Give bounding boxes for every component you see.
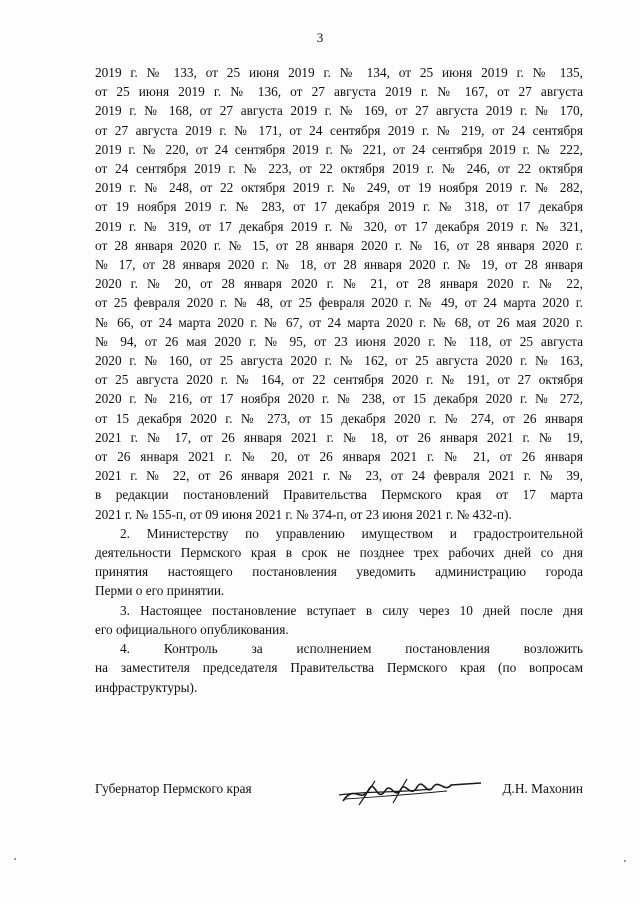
text-line: № 66, от 24 марта 2020 г. № 67, от 24 марта 2020 г. № 68, от 26 мая 2020 г. — [95, 314, 583, 330]
text-line: № 94, от 26 мая 2020 г. № 95, от 23 июня 2020 г. № 118, от 25 августа — [95, 333, 583, 349]
scan-speck — [14, 858, 16, 860]
text-line: 2021 г. № 22, от 26 января 2021 г. № 23, от 24 февраля 2021 г. № 39, — [95, 468, 583, 484]
text-line: на заместителя председателя Правительства Пермского края (по вопросам — [95, 660, 583, 676]
text-line: 4. Контроль за исполнением постановления возложить — [120, 641, 583, 657]
text-line: 2020 г. № 160, от 25 августа 2020 г. № 162, от 25 августа 2020 г. № 163, — [95, 353, 583, 369]
document-body — [95, 63, 583, 697]
text-line: 2. Министерству по управлению имуществом и градостроительной — [120, 525, 583, 541]
page-number: 3 — [316, 30, 324, 45]
text-line: 2019 г. № 319, от 17 декабря 2019 г. № 320, от 17 декабря 2019 г. № 321, — [95, 218, 583, 234]
text-line: его официального опубликования. — [95, 621, 289, 637]
text-line: от 19 ноября 2019 г. № 283, от 17 декабря 2019 г. № 318, от 17 декабря — [95, 199, 583, 215]
text-line: от 25 февраля 2020 г. № 48, от 25 февраля 2020 г. № 49, от 24 марта 2020 г. — [95, 295, 583, 311]
text-line: от 15 декабря 2020 г. № 273, от 15 декабря 2020 г. № 274, от 26 января — [95, 410, 583, 426]
text-line: от 25 августа 2020 г. № 164, от 22 сентября 2020 г. № 191, от 27 октября — [95, 372, 583, 388]
text-line: принятия настоящего постановления уведомить администрацию города — [95, 564, 583, 580]
text-line: от 28 января 2020 г. № 15, от 28 января 2020 г. № 16, от 28 января 2020 г. — [95, 237, 583, 253]
text-line: 2020 г. № 20, от 28 января 2020 г. № 21, от 28 января 2020 г. № 22, — [95, 276, 583, 292]
text-line: 2019 г. № 248, от 22 октября 2019 г. № 249, от 19 ноября 2019 г. № 282, — [95, 180, 583, 196]
signatory-title: Губернатор Пермского края — [95, 781, 252, 796]
text-line: 2020 г. № 216, от 17 ноября 2020 г. № 238, от 15 декабря 2020 г. № 272, — [95, 391, 583, 407]
text-line: в редакции постановлений Правительства Пермского края от 17 марта — [95, 487, 583, 503]
signature-block — [95, 777, 583, 817]
signatory-name: Д.Н. Махонин — [502, 781, 583, 796]
scan-speck — [624, 860, 626, 862]
text-line: от 26 января 2021 г. № 20, от 26 января 2021 г. № 21, от 26 января — [95, 449, 583, 465]
text-line: инфраструктуры). — [95, 679, 198, 695]
text-line: от 24 сентября 2019 г. № 223, от 22 октября 2019 г. № 246, от 22 октября — [95, 161, 583, 177]
paragraph-4-control — [95, 639, 583, 697]
paragraph-3-effective-date — [95, 601, 583, 639]
text-line: 3. Настоящее постановление вступает в силу через 10 дней после дня — [120, 602, 583, 618]
text-line: № 17, от 28 января 2020 г. № 18, от 28 января 2020 г. № 19, от 28 января — [95, 257, 583, 273]
text-line: от 25 июня 2019 г. № 136, от 27 августа 2019 г. № 167, от 27 августа — [95, 84, 583, 100]
text-line: 2019 г. № 133, от 25 июня 2019 г. № 134, от 25 июня 2019 г. № 135, — [95, 65, 583, 80]
text-line: Перми о его принятии. — [95, 583, 225, 599]
text-line: 2019 г. № 168, от 27 августа 2019 г. № 169, от 27 августа 2019 г. № 170, — [95, 103, 583, 119]
paragraph-amendment-list — [95, 63, 583, 524]
text-line: от 27 августа 2019 г. № 171, от 24 сентября 2019 г. № 219, от 24 сентября — [95, 122, 583, 138]
text-line: 2021 г. № 155-п, от 09 июня 2021 г. № 374-п, от 23 июня 2021 г. № 432-п). — [95, 506, 512, 522]
paragraph-2-notification — [95, 524, 583, 601]
handwritten-signature-icon — [335, 771, 485, 813]
text-line: 2021 г. № 17, от 26 января 2021 г. № 18, от 26 января 2021 г. № 19, — [95, 429, 583, 445]
text-line: 2019 г. № 220, от 24 сентября 2019 г. № 221, от 24 сентября 2019 г. № 222, — [95, 141, 583, 157]
text-line: деятельности Пермского края в срок не позднее трех рабочих дней со дня — [95, 545, 583, 561]
